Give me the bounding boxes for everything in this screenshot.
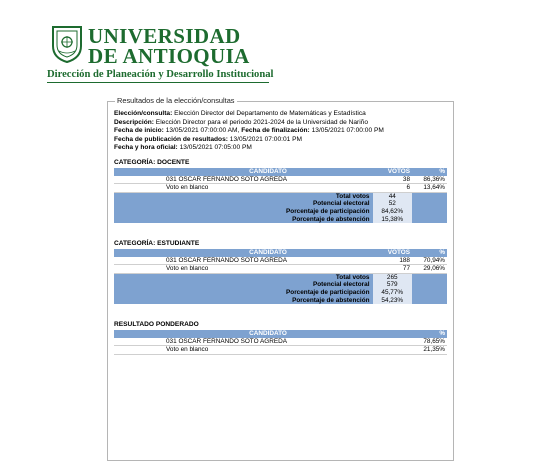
candidate-pct: 78,65% (412, 338, 447, 346)
results-legend: Resultados de la elección/consultas (117, 96, 235, 105)
university-header (47, 18, 280, 82)
description-line (114, 119, 384, 128)
election-line (114, 110, 384, 119)
start-date-label: Fecha de inicio: (114, 127, 164, 135)
dates-line (114, 127, 384, 136)
summary-label: Total votos (164, 192, 372, 200)
candidate-pct: 86,36% (412, 176, 447, 184)
summary-value: 84,62% (372, 208, 412, 216)
summary-label: Porcentaje de abstención (164, 297, 372, 305)
pct-column-header: % (412, 249, 447, 257)
candidate-pct: 21,35% (412, 346, 447, 355)
votes-column-header: VOTOS (372, 249, 412, 257)
candidate-pct: 29,06% (412, 265, 447, 274)
university-name-line2: DE ANTIOQUIA (88, 44, 250, 68)
summary-row (114, 281, 447, 289)
description-label: Descripción: (114, 118, 154, 126)
summary-row (114, 273, 447, 281)
candidate-votes: 6 (372, 184, 412, 193)
summary-row (114, 192, 447, 200)
table-header-row (114, 168, 447, 176)
official-time-value: 13/05/2021 07:05:00 PM (179, 144, 252, 152)
university-seal-icon (50, 24, 84, 64)
table-header-row (114, 249, 447, 257)
candidate-name: 031 OSCAR FERNANDO SOTO AGREDA (164, 176, 372, 184)
candidate-pct: 13,64% (412, 184, 447, 193)
candidate-votes: 38 (372, 176, 412, 184)
docente-title: CATEGORÍA: DOCENTE (114, 159, 190, 166)
description-value: Elección Director para el periodo 2021-2024 de la Universidad de Nariño (155, 118, 369, 126)
summary-label: Total votos (164, 273, 372, 281)
candidate-name: Voto en blanco (164, 346, 372, 355)
table-row (114, 184, 447, 193)
candidate-name: Voto en blanco (164, 265, 372, 274)
start-date-value: 13/05/2021 07:00:00 AM, (165, 127, 240, 135)
candidate-name: Voto en blanco (164, 184, 372, 193)
votes-column-header: VOTOS (372, 168, 412, 176)
table-header-row (114, 330, 447, 338)
summary-value: 52 (372, 200, 412, 208)
election-label: Elección/consulta: (114, 110, 173, 117)
department-name: Dirección de Planeación y Desarrollo Institucional (47, 69, 274, 80)
publication-date-label: Fecha de publicación de resultados: (114, 135, 228, 143)
publication-line (114, 136, 384, 145)
candidate-column-header: CANDIDATO (164, 249, 372, 257)
candidate-votes: 77 (372, 265, 412, 274)
summary-row (114, 289, 447, 297)
summary-label: Porcentaje de participación (164, 289, 372, 297)
ponderado-table (114, 330, 447, 355)
official-time-label: Fecha y hora oficial: (114, 144, 178, 152)
summary-label: Potencial electoral (164, 200, 372, 208)
estudiante-title: CATEGORÍA: ESTUDIANTE (114, 240, 200, 247)
summary-value: 265 (372, 273, 412, 281)
table-row (114, 257, 447, 265)
results-panel (107, 96, 454, 461)
official-time-line (114, 144, 384, 153)
table-row (114, 265, 447, 274)
summary-value: 44 (372, 192, 412, 200)
pct-column-header: % (412, 168, 447, 176)
pct-column-header: % (412, 330, 447, 338)
end-date-value: 13/05/2021 07:00:00 PM (311, 127, 384, 135)
candidate-pct: 70,94% (412, 257, 447, 265)
table-row (114, 176, 447, 184)
election-value: Elección Director del Departamento de Matemáticas y Estadística (174, 110, 366, 117)
candidate-votes (372, 338, 412, 346)
summary-value: 54,23% (372, 297, 412, 305)
candidate-votes: 188 (372, 257, 412, 265)
summary-row (114, 200, 447, 208)
election-info (114, 110, 384, 153)
candidate-name: 031 OSCAR FERNANDO SOTO AGREDA (164, 338, 372, 346)
university-name-line1: UNIVERSIDAD (88, 24, 241, 48)
summary-label: Porcentaje de participación (164, 208, 372, 216)
header-divider (47, 82, 269, 83)
candidate-column-header: CANDIDATO (164, 330, 372, 338)
estudiante-table (114, 249, 447, 304)
end-date-label: Fecha de finalización: (241, 127, 310, 135)
ponderado-title: RESULTADO PONDERADO (114, 321, 199, 328)
summary-row (114, 208, 447, 216)
summary-label: Potencial electoral (164, 281, 372, 289)
publication-date-value: 13/05/2021 07:00:01 PM (229, 135, 303, 143)
summary-row (114, 216, 447, 224)
summary-value: 15,38% (372, 216, 412, 224)
table-row (114, 346, 447, 355)
candidate-column-header: CANDIDATO (164, 168, 372, 176)
summary-label: Porcentaje de abstención (164, 216, 372, 224)
summary-value: 45,77% (372, 289, 412, 297)
candidate-name: 031 OSCAR FERNANDO SOTO AGREDA (164, 257, 372, 265)
docente-table (114, 168, 447, 223)
summary-value: 579 (372, 281, 412, 289)
candidate-votes (372, 346, 412, 355)
table-row (114, 338, 447, 346)
summary-row (114, 297, 447, 305)
